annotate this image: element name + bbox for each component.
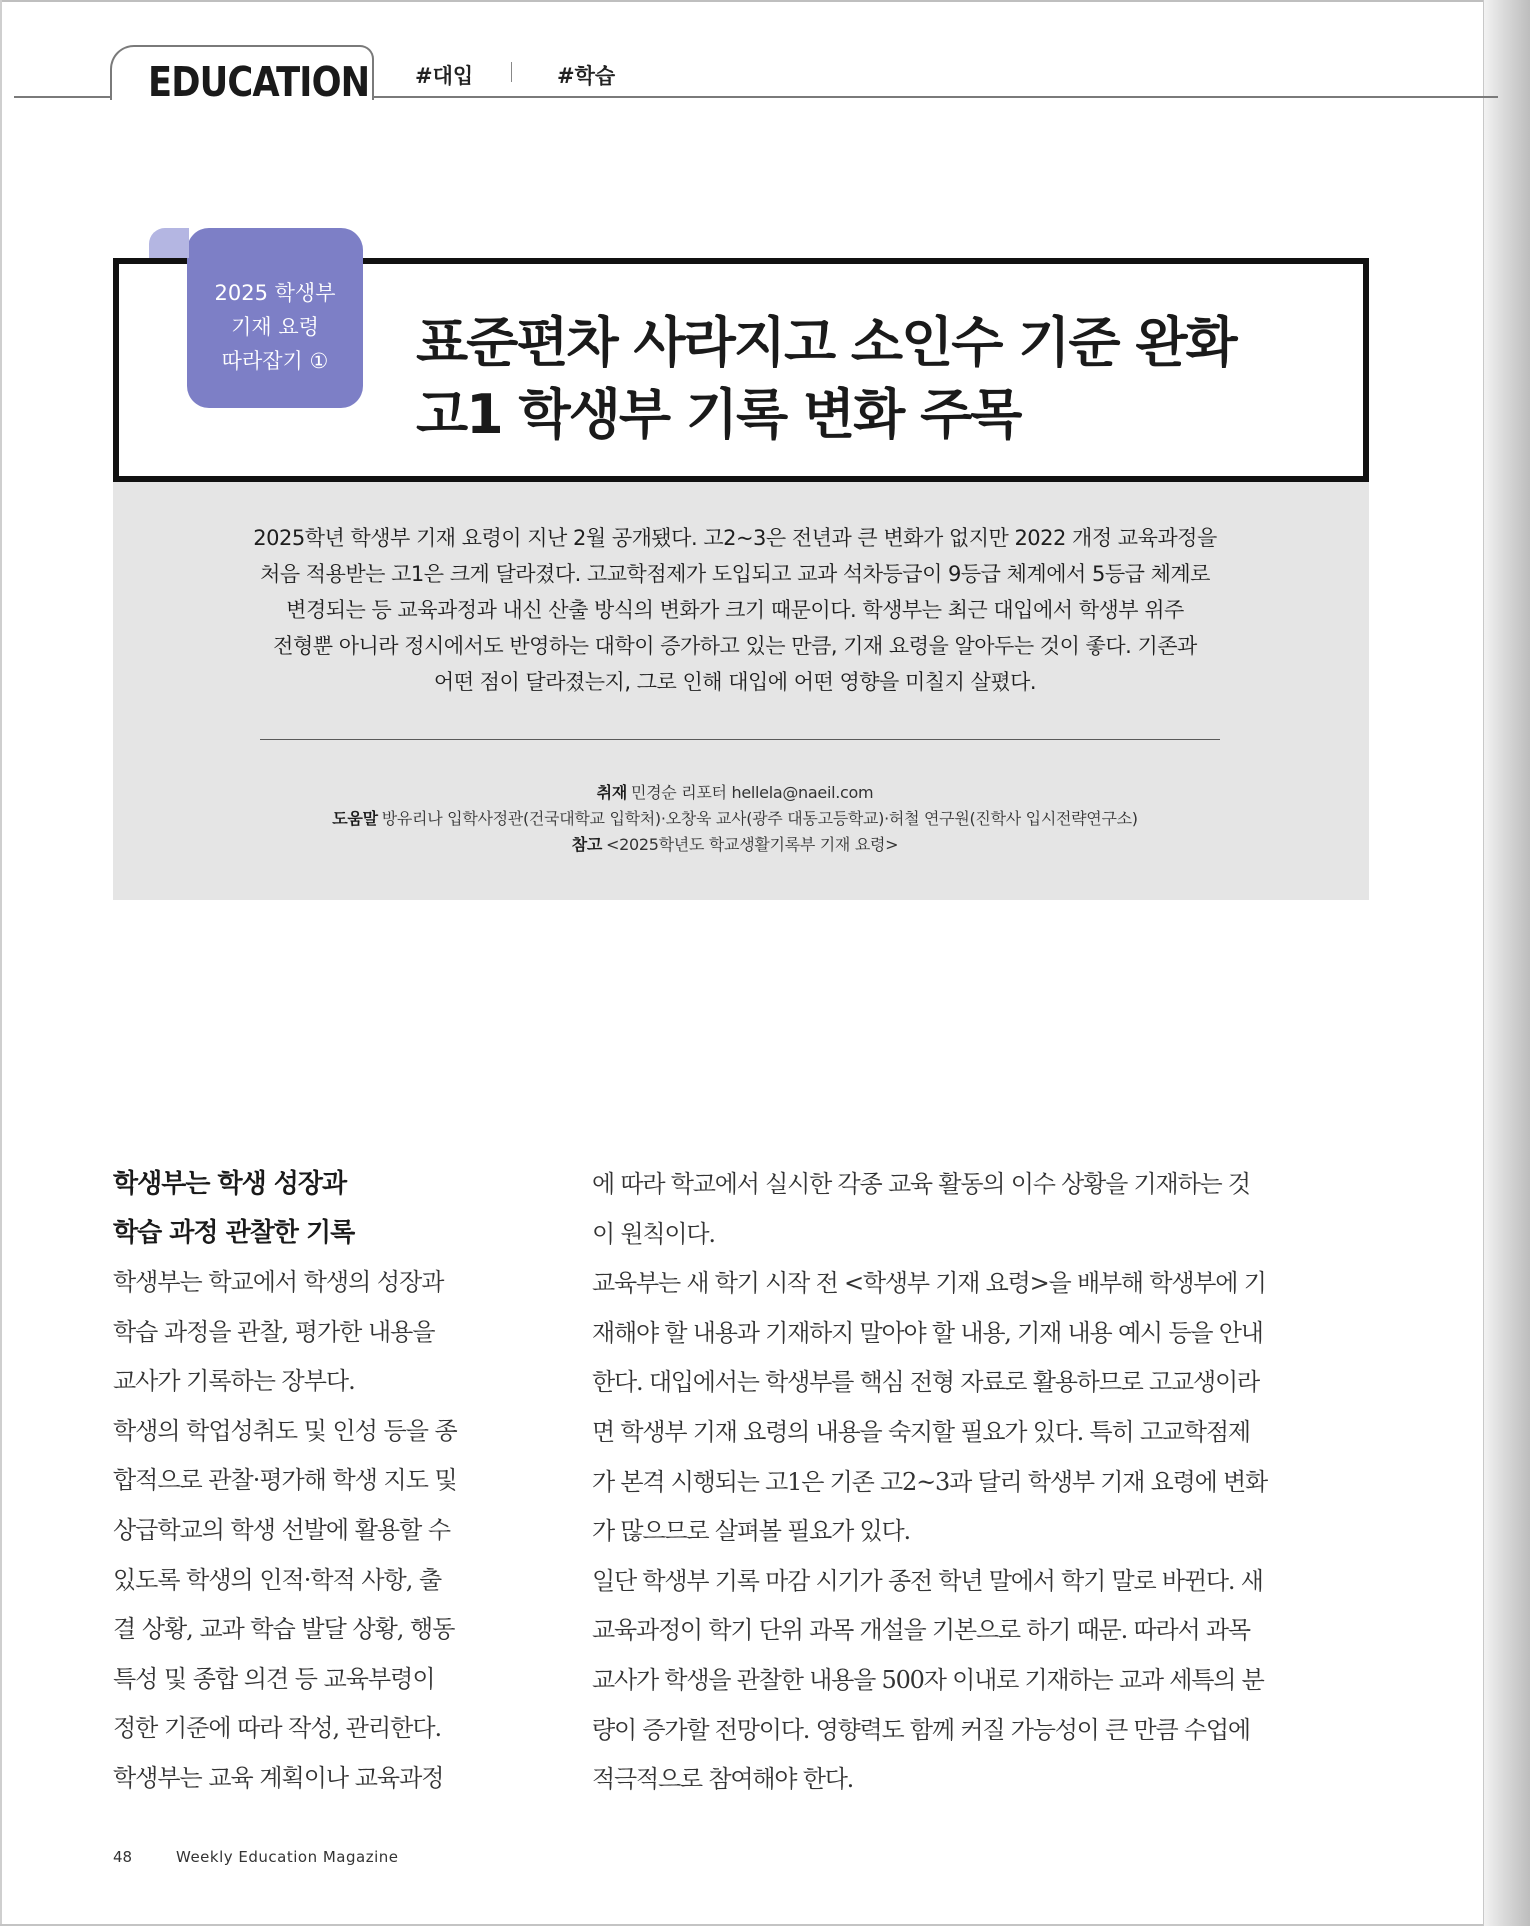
body-line: 학생의 학업성취도 및 인성 등을 종 bbox=[113, 1416, 457, 1445]
body-line: 교육과정이 학기 단위 과목 개설을 기본으로 하기 때문. 따라서 과목 bbox=[592, 1616, 1250, 1645]
lead-line: 처음 적용받는 고1은 크게 달라졌다. 고교학점제가 도입되고 교과 석차등급이 9등급 체계에서 5등급 체계로 bbox=[260, 562, 1210, 586]
series-line: 기재 요령 bbox=[231, 315, 319, 339]
section-label: EDUCATION bbox=[148, 58, 370, 106]
article-title-line: 표준편차 사라지고 소인수 기준 완화 bbox=[416, 311, 1236, 374]
body-line: 상급학교의 학생 선발에 활용할 수 bbox=[113, 1515, 451, 1544]
body-column-right bbox=[592, 1160, 1372, 1805]
page-edge-shadow bbox=[1483, 0, 1530, 1926]
tag-study: #학습 bbox=[557, 64, 616, 88]
credit-advisors bbox=[170, 806, 1300, 832]
body-line: 일단 학생부 기록 마감 시기가 종전 학년 말에서 학기 말로 바뀐다. 새 bbox=[592, 1566, 1263, 1595]
credit-value: 방유리나 입학사정관(건국대학교 입학처)·오창욱 교사(광주 대동고등학교)·허철 연구원(진학사 입시전략연구소) bbox=[381, 809, 1138, 828]
body-line: 가 본격 시행되는 고1은 기존 고2~3과 달리 학생부 기재 요령에 변화 bbox=[592, 1467, 1268, 1496]
body-paragraph bbox=[113, 1258, 533, 1804]
body-line: 있도록 학생의 인적·학적 사항, 출 bbox=[113, 1565, 442, 1594]
credit-reporter bbox=[170, 780, 1300, 806]
body-subheading bbox=[113, 1160, 533, 1258]
lead-divider bbox=[260, 739, 1220, 740]
credits bbox=[170, 780, 1300, 858]
lead-line: 변경되는 등 교육과정과 내신 산출 방식의 변화가 크기 때문이다. 학생부는 최근 대입에서 학생부 위주 bbox=[286, 598, 1184, 622]
body-line: 합적으로 관찰·평가해 학생 지도 및 bbox=[113, 1466, 457, 1495]
page-number: 48 bbox=[113, 1848, 133, 1866]
article-title-line: 고1 학생부 기록 변화 주목 bbox=[416, 383, 1021, 446]
body-line: 학생부는 교육 계획이나 교육과정 bbox=[113, 1763, 444, 1792]
tag-university-admission: #대입 bbox=[415, 64, 474, 88]
body-line: 재해야 할 내용과 기재하지 말아야 할 내용, 기재 내용 예시 등을 안내 bbox=[592, 1318, 1263, 1347]
body-line: 면 학생부 기재 요령의 내용을 숙지할 필요가 있다. 특히 고교학점제 bbox=[592, 1417, 1250, 1446]
page-border bbox=[0, 0, 2, 1926]
credit-reference bbox=[170, 832, 1300, 858]
body-paragraph bbox=[592, 1160, 1372, 1805]
body-line: 교육부는 새 학기 시작 전 <학생부 기재 요령>을 배부해 학생부에 기 bbox=[592, 1269, 1266, 1298]
page-border bbox=[0, 0, 1530, 2]
body-line: 결 상황, 교과 학습 발달 상황, 행동 bbox=[113, 1615, 455, 1644]
body-line: 량이 증가할 전망이다. 영향력도 함께 커질 가능성이 큰 만큼 수업에 bbox=[592, 1715, 1250, 1744]
body-line: 에 따라 학교에서 실시한 각종 교육 활동의 이수 상황을 기재하는 것 bbox=[592, 1170, 1250, 1198]
credit-key: 취재 bbox=[596, 783, 627, 802]
credit-value: <2025학년도 학교생활기록부 기재 요령> bbox=[606, 835, 899, 854]
credit-value: 민경순 리포터 hellela@naeil.com bbox=[630, 783, 874, 802]
subheading-line: 학습 과정 관찰한 기록 bbox=[113, 1218, 355, 1248]
magazine-name: Weekly Education Magazine bbox=[176, 1848, 399, 1866]
series-line: 따라잡기 ① bbox=[221, 349, 329, 373]
subheading-line: 학생부는 학생 성장과 bbox=[113, 1169, 347, 1199]
body-line: 한다. 대입에서는 학생부를 핵심 전형 자료로 활용하므로 고교생이라 bbox=[592, 1368, 1259, 1397]
body-line: 적극적으로 참여해야 한다. bbox=[592, 1765, 854, 1794]
body-line: 학습 과정을 관찰, 평가한 내용을 bbox=[113, 1317, 435, 1346]
body-line: 특성 및 종합 의견 등 교육부령이 bbox=[113, 1664, 435, 1693]
series-label bbox=[187, 276, 363, 378]
credit-key: 참고 bbox=[571, 835, 603, 854]
series-badge bbox=[187, 228, 363, 408]
lead-line: 어떤 점이 달라졌는지, 그로 인해 대입에 어떤 영향을 미칠지 살폈다. bbox=[433, 670, 1037, 694]
body-line: 학생부는 학교에서 학생의 성장과 bbox=[113, 1268, 444, 1296]
body-line: 교사가 기록하는 장부다. bbox=[113, 1367, 355, 1396]
body-line: 교사가 학생을 관찰한 내용을 500자 이내로 기재하는 교과 세특의 분 bbox=[592, 1665, 1264, 1694]
tag-divider bbox=[511, 62, 512, 82]
lead-line: 2025학년 학생부 기재 요령이 지난 2월 공개됐다. 고2~3은 전년과 큰 변화가 없지만 2022 개정 교육과정을 bbox=[253, 526, 1217, 550]
credit-key: 도움말 bbox=[332, 809, 378, 828]
lead-paragraph bbox=[170, 520, 1300, 700]
body-line: 가 많으므로 살펴볼 필요가 있다. bbox=[592, 1517, 910, 1546]
lead-line: 전형뿐 아니라 정시에서도 반영하는 대학이 증가하고 있는 만큼, 기재 요령을 알아두는 것이 좋다. 기존과 bbox=[273, 634, 1197, 658]
body-line: 이 원칙이다. bbox=[592, 1219, 715, 1248]
body-column-left bbox=[113, 1160, 533, 1804]
series-line: 2025 학생부 bbox=[214, 281, 336, 305]
body-line: 정한 기준에 따라 작성, 관리한다. bbox=[113, 1714, 442, 1743]
